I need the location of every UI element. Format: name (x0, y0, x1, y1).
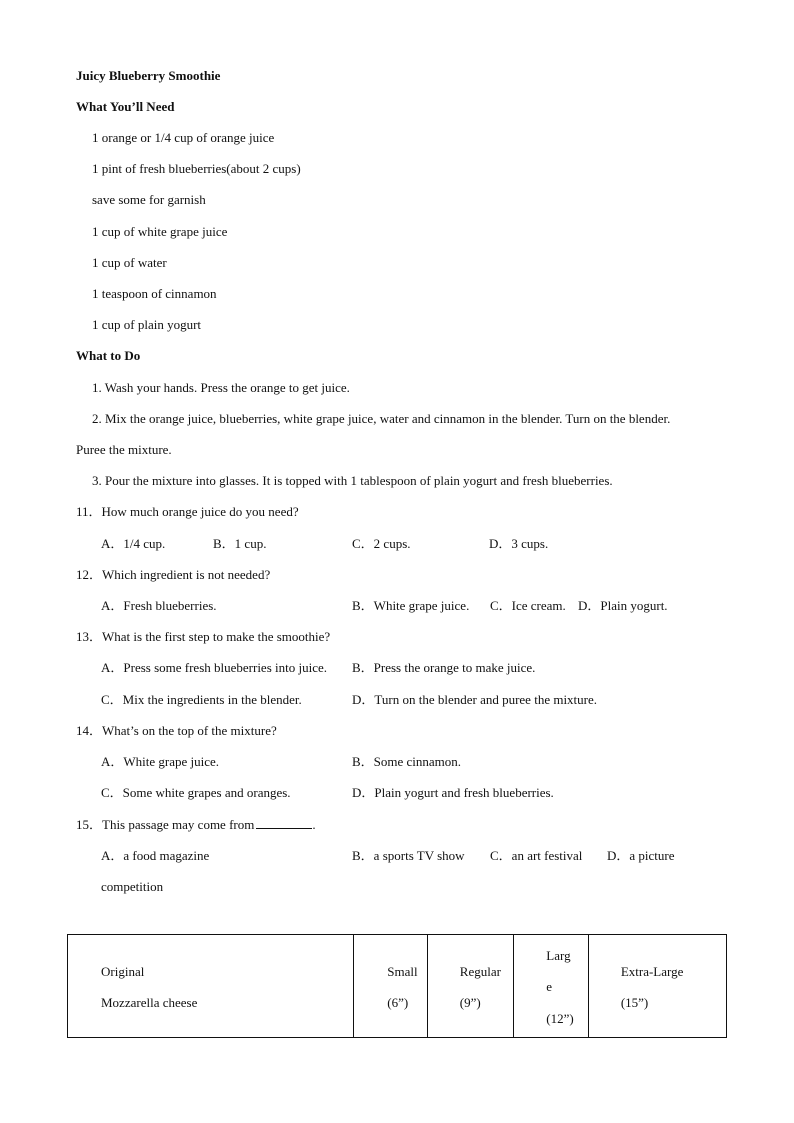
ingredient-item: 1 cup of water (92, 255, 167, 270)
option-d: D．Turn on the blender and puree the mixture. (352, 692, 598, 707)
option-c: C．2 cups. (352, 536, 411, 551)
ingredients-heading: What You’ll Need (76, 99, 175, 114)
question-stem (76, 816, 316, 833)
option-b: B．1 cup. (213, 536, 267, 551)
option-b: B．Some cinnamon. (352, 754, 462, 769)
ingredient-item: 1 teaspoon of cinnamon (92, 286, 217, 301)
option-a: A．Press some fresh blueberries into juice. (101, 660, 328, 675)
question-stem: 11．How much orange juice do you need? (76, 504, 299, 519)
option-c: C．Ice cream. (490, 598, 566, 613)
option-a: A．White grape juice. (101, 754, 220, 769)
ingredient-item: 1 cup of plain yogurt (92, 317, 202, 332)
question-stem: 13．What is the first step to make the smoothie? (76, 629, 331, 644)
table-cell-large (514, 935, 589, 1038)
option-a: A．a food magazine (101, 848, 210, 863)
cell-text: Small (387, 964, 418, 979)
option-d: D．Plain yogurt and fresh blueberries. (352, 785, 554, 800)
cell-text: e (546, 979, 553, 994)
cell-text: Regular (459, 964, 501, 979)
option-b: B．a sports TV show (352, 848, 465, 863)
table-cell-regular (427, 935, 513, 1038)
question-stem: 14．What’s on the top of the mixture? (76, 723, 277, 738)
recipe-title: Juicy Blueberry Smoothie (76, 68, 221, 83)
cell-text: Original (101, 964, 145, 979)
step-item: 3. Pour the mixture into glasses. It is topped with 1 tablespoon of plain yogurt and fresh blueberries. (92, 473, 613, 488)
cell-text: (6”) (387, 995, 409, 1010)
option-d: D．a picture (607, 848, 675, 863)
option-b: B．Press the orange to make juice. (352, 660, 536, 675)
pizza-size-table (67, 934, 727, 1038)
option-b: B．White grape juice. (352, 598, 470, 613)
option-a: A．Fresh blueberries. (101, 598, 217, 613)
steps-heading: What to Do (76, 348, 141, 363)
table-cell-extra-large (588, 935, 726, 1038)
table-cell-small (354, 935, 428, 1038)
cell-text: Extra-Large (620, 964, 684, 979)
step-item-continuation: Puree the mixture. (76, 442, 172, 457)
table-row (68, 935, 727, 1038)
answer-blank (256, 816, 312, 829)
option-d: D．3 cups. (489, 536, 549, 551)
step-item: 1. Wash your hands. Press the orange to get juice. (92, 380, 350, 395)
option-d-continuation: competition (101, 879, 164, 894)
table-cell-original (68, 935, 354, 1038)
question-stem-text: 15．This passage may come from (76, 817, 255, 832)
cell-text: (15”) (620, 995, 649, 1010)
cell-text: Larg (546, 948, 571, 963)
ingredient-item: 1 cup of white grape juice (92, 224, 228, 239)
step-item: 2. Mix the orange juice, blueberries, white grape juice, water and cinnamon in the blender. Turn on the blender. (92, 411, 671, 426)
cell-text: (12”) (546, 1011, 574, 1026)
ingredient-item: 1 pint of fresh blueberries(about 2 cups) (92, 161, 301, 176)
ingredient-item: 1 orange or 1/4 cup of orange juice (92, 130, 275, 145)
question-stem-end: . (312, 817, 316, 832)
cell-text: Mozzarella cheese (101, 995, 198, 1010)
ingredient-item: save some for garnish (92, 192, 206, 207)
cell-text: (9”) (459, 995, 481, 1010)
option-c: C．Mix the ingredients in the blender. (101, 692, 302, 707)
option-c: C．Some white grapes and oranges. (101, 785, 291, 800)
option-d: D．Plain yogurt. (578, 598, 668, 613)
question-stem: 12．Which ingredient is not needed? (76, 567, 271, 582)
option-c: C．an art festival (490, 848, 583, 863)
option-a: A．1/4 cup. (101, 536, 166, 551)
